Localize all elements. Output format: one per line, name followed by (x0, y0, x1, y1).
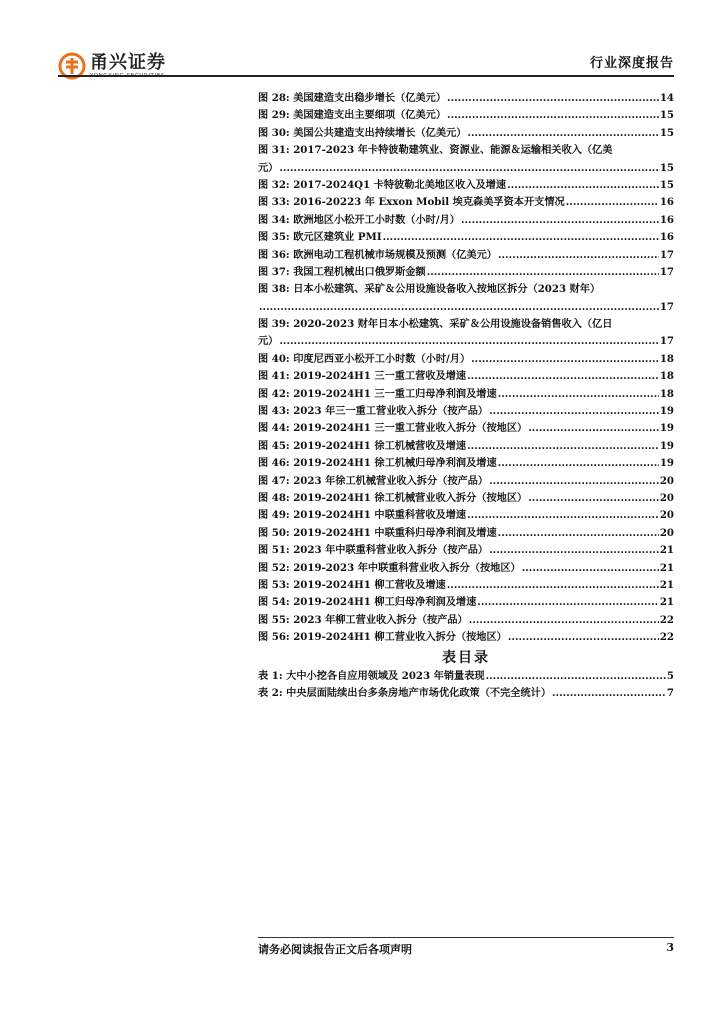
dot-leader (467, 125, 658, 142)
toc-entry[interactable] (258, 525, 674, 542)
report-type-title: 行业深度报告 (589, 56, 674, 71)
toc-entry[interactable] (258, 177, 674, 194)
footer-disclaimer: 请务必阅读报告正文后各项声明 (258, 943, 412, 956)
dot-leader (461, 212, 659, 229)
toc-page-number: 19 (659, 405, 674, 418)
toc-page-number: 20 (659, 509, 674, 522)
dot-leader (498, 525, 659, 542)
toc-entry-line[interactable]: 图 38: 日本小松建筑、采矿＆公用设施设备收入按地区拆分（2023 财年） (258, 283, 601, 296)
toc-page-number: 19 (659, 422, 674, 435)
toc-page-number: 5 (666, 670, 674, 682)
toc-entry-label: 图 45: 2019-2024H1 徐工机械营收及增速 (258, 439, 467, 452)
dot-leader (279, 333, 658, 350)
toc-page-number: 18 (659, 352, 674, 365)
toc-page-number: 20 (659, 474, 674, 487)
dot-leader (279, 160, 658, 177)
toc-entry[interactable] (258, 629, 674, 646)
dot-leader (489, 542, 659, 559)
toc-entry[interactable] (258, 107, 674, 124)
toc-entry-line[interactable]: 图 39: 2020-2023 财年日本小松建筑、采矿＆公用设施设备销售收入（亿日 (258, 318, 613, 331)
toc-page-number: 20 (659, 491, 674, 504)
toc-entry[interactable] (258, 351, 674, 368)
toc-entry-label: 图 44: 2019-2024H1 三一重工营业收入拆分（按地区） (258, 422, 528, 435)
dot-leader (566, 194, 659, 211)
header-divider (58, 75, 674, 77)
dot-leader (469, 612, 659, 629)
dot-leader (528, 490, 659, 507)
toc-entry-continuation[interactable] (258, 160, 674, 177)
toc-page-number: 21 (659, 544, 674, 557)
dot-leader (489, 403, 659, 420)
toc-page-number: 21 (659, 596, 674, 609)
toc-page-number: 19 (659, 439, 674, 452)
toc-entry-label: 图 46: 2019-2024H1 徐工机械归母净利润及增速 (258, 457, 497, 470)
toc-entry-label: 表 1: 大中小挖各自应用领域及 2023 年销量表现 (258, 670, 485, 682)
dot-leader (383, 229, 659, 246)
dot-leader (467, 368, 659, 385)
toc-entry[interactable] (258, 125, 674, 142)
dot-leader (486, 668, 666, 685)
dot-leader (498, 386, 659, 403)
toc-entry[interactable] (258, 194, 674, 211)
toc-entry-label: 图 49: 2019-2024H1 中联重科营收及增速 (258, 509, 467, 522)
dot-leader (447, 90, 659, 107)
toc-page-number: 22 (659, 613, 674, 626)
toc-page-number: 18 (659, 370, 674, 383)
toc-entry[interactable] (258, 438, 674, 455)
toc-entry[interactable] (258, 473, 674, 490)
toc-entry[interactable] (258, 594, 674, 611)
toc-entry-continuation[interactable] (258, 299, 674, 316)
toc-page-number: 15 (659, 126, 674, 139)
toc-entry-label: 图 37: 我国工程机械出口俄罗斯金额 (258, 265, 426, 278)
toc-entry-label: 图 43: 2023 年三一重工营业收入拆分（按产品） (258, 405, 489, 418)
toc-entry-label: 图 56: 2019-2024H1 柳工营业收入拆分（按地区） (258, 631, 507, 644)
toc-entry[interactable] (258, 229, 674, 246)
dot-leader (508, 629, 659, 646)
dot-leader (467, 438, 659, 455)
toc-entry[interactable] (258, 507, 674, 524)
toc-entry-label: 图 34: 欧洲地区小松开工小时数（小时/月） (258, 213, 460, 226)
toc-entry-label: 图 33: 2016-20223 年 Exxon Mobil 埃克森美孚资本开支情况 (258, 196, 565, 209)
dot-leader (447, 107, 659, 124)
toc-page-number: 20 (659, 526, 674, 539)
toc-entry-label: 元） (258, 161, 279, 174)
toc-entry-label: 图 47: 2023 年徐工机械营业收入拆分（按产品） (258, 474, 489, 487)
toc-entry[interactable] (258, 542, 674, 559)
figure-list (258, 90, 674, 647)
footer-divider (258, 937, 674, 938)
toc-entry[interactable] (258, 247, 674, 264)
toc-entry-label: 图 51: 2023 年中联重科营业收入拆分（按产品） (258, 544, 489, 557)
toc-page-number: 16 (659, 196, 674, 209)
toc-entry-label: 图 54: 2019-2024H1 柳工归母净利润及增速 (258, 596, 477, 609)
toc-entry-label: 图 52: 2019-2023 年中联重科营业收入拆分（按地区） (258, 561, 521, 574)
toc-page-number: 22 (659, 631, 674, 644)
toc-entry[interactable] (258, 490, 674, 507)
toc-entry[interactable] (258, 212, 674, 229)
toc-entry-label: 图 42: 2019-2024H1 三一重工归母净利润及增速 (258, 387, 497, 400)
dot-leader (522, 560, 659, 577)
toc-entry-label: 表 2: 中央层面陆续出台多条房地产市场优化政策（不完全统计） (258, 687, 552, 700)
toc-page-number: 19 (659, 457, 674, 470)
dot-leader (477, 594, 659, 611)
toc-entry[interactable] (258, 90, 674, 107)
dot-leader (467, 507, 659, 524)
toc-entry[interactable] (258, 668, 674, 685)
toc-entry[interactable] (258, 685, 674, 702)
toc-entry-label: 图 41: 2019-2024H1 三一重工营收及增速 (258, 370, 467, 383)
toc-page-number: 21 (659, 578, 674, 591)
toc-page-number: 15 (659, 161, 674, 174)
toc-entry-label: 图 32: 2017-2024Q1 卡特彼勒北美地区收入及增速 (258, 178, 507, 191)
toc-page-number: 16 (659, 231, 674, 244)
dot-leader (259, 299, 659, 316)
dot-leader (489, 473, 659, 490)
dot-leader (498, 455, 659, 472)
toc-entry[interactable] (258, 368, 674, 385)
toc-entry-label: 图 48: 2019-2024H1 徐工机械营业收入拆分（按地区） (258, 491, 528, 504)
toc-page-number: 18 (659, 387, 674, 400)
toc-page-number: 17 (659, 248, 674, 261)
toc-page-number: 17 (659, 335, 674, 348)
logo-chinese-name: 甬兴证券 (90, 51, 166, 73)
toc-entry-line[interactable]: 图 31: 2017-2023 年卡特彼勒建筑业、资源业、能源＆运输相关收入（亿美 (258, 144, 613, 157)
toc-entry-label: 图 28: 美国建造支出稳步增长（亿美元） (258, 92, 447, 104)
dot-leader (552, 685, 666, 702)
toc-entry-label: 图 55: 2023 年柳工营业收入拆分（按产品） (258, 613, 468, 626)
page-number: 3 (666, 941, 674, 954)
toc-entry[interactable] (258, 264, 674, 281)
toc-entry[interactable] (258, 560, 674, 577)
dot-leader (447, 577, 659, 594)
toc-entry-continuation[interactable] (258, 333, 674, 350)
toc-page-number: 16 (659, 213, 674, 226)
toc-page-number: 21 (659, 561, 674, 574)
toc-page-number: 15 (659, 109, 674, 122)
toc-page-number: 7 (666, 687, 674, 700)
toc-entry[interactable] (258, 386, 674, 403)
toc-entry-label: 元） (258, 335, 279, 348)
toc-entry-label: 图 30: 美国公共建造支出持续增长（亿美元） (258, 126, 467, 139)
toc-page-number: 17 (659, 300, 674, 313)
toc-entry[interactable] (258, 455, 674, 472)
dot-leader (528, 420, 659, 437)
toc-entry-label: 图 53: 2019-2024H1 柳工营收及增速 (258, 578, 446, 591)
toc-entry[interactable] (258, 403, 674, 420)
toc-page-number: 15 (659, 178, 674, 191)
toc-entry[interactable] (258, 577, 674, 594)
toc-entry-label: 图 40: 印度尼西亚小松开工小时数（小时/月） (258, 352, 471, 365)
page-header (58, 40, 674, 80)
toc-entry-label: 图 36: 欧洲电动工程机械市场规模及预测（亿美元） (258, 248, 497, 261)
dot-leader (427, 264, 659, 281)
toc-page-number: 17 (659, 265, 674, 278)
toc-entry-label: 图 50: 2019-2024H1 中联重科归母净利润及增速 (258, 526, 497, 539)
toc-entry[interactable] (258, 612, 674, 629)
table-list (258, 668, 674, 703)
tables-section-title: 表目录 (442, 650, 490, 666)
dot-leader (471, 351, 659, 368)
toc-entry[interactable] (258, 420, 674, 437)
dot-leader (498, 247, 659, 264)
dot-leader (507, 177, 659, 194)
toc-entry-label: 图 29: 美国建造支出主要细项（亿美元） (258, 109, 447, 122)
toc-entry-label: 图 35: 欧元区建筑业 PMI (258, 231, 382, 244)
toc-page-number: 14 (659, 92, 674, 104)
